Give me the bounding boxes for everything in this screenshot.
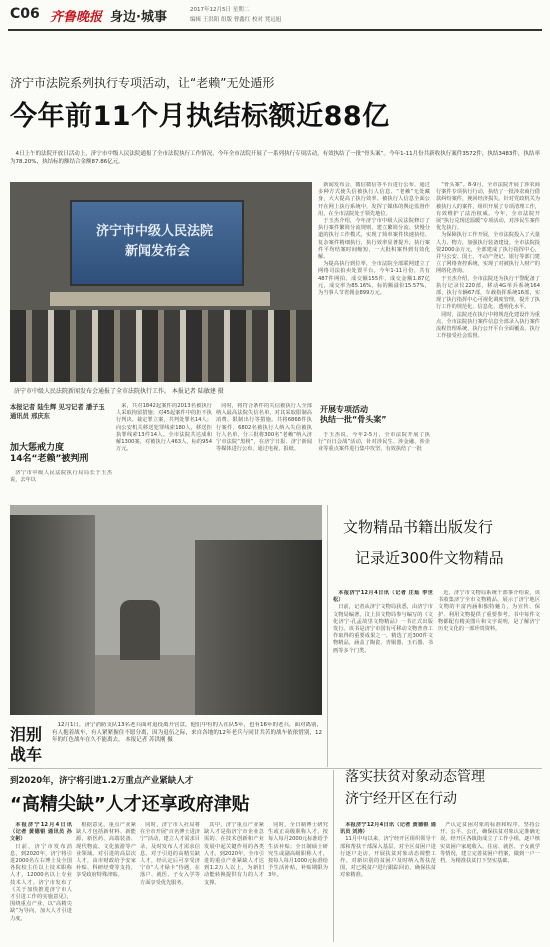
article-col-5: [318, 432, 430, 500]
col6-text-b: 为保障执行工作开展，全市法院投入了大量人力、物力，加强执行装备建设。全市法院投资2000余万元，全部建成了执行指挥中心，并与公安、国土、不动产登记、银行等部门建立了网络查控系统，实现了对被执行人财产的网络化查询。: [436, 232, 540, 275]
fire-truck-photo: [10, 505, 322, 715]
article3-col1-text: 日前，济宁市发布消息，到2020年，济宁将引进2000名左右博士及全国各院校主任以上技术职称人才，12000名以上专业技术人才。济宁市发布了《关于加快推进济宁市人才引进工作的实施意见》，围绕重点产业，以“高精尖缺”为导向，加大人才引进力度。: [10, 843, 72, 922]
article2-col1-text: 日前，记者从济宁文物局获悉，由济宁市文物局编著，汶上县文物局参与编写的《文化济宁·孔孟故里文物精品》一书正式出版发行。该书是济宁市国有可移动文物普查工作取得的重要成果之一，精选了近300件文物精品，涵盖了陶瓷、青铜器、玉石器、书画等多个门类。: [333, 604, 433, 654]
article3-kicker: 到2020年，济宁将引进1.2万重点产业紧缺人才: [10, 776, 194, 786]
article-col-4: [318, 182, 430, 382]
photo2-caption-text: 12月1日，济宁消防支队13名老兵面对退役离开营盘，他们中有的人在队5年，也有16年的老兵，面对离别，有人抱着战车，有人紧紧握住不愿分离，因为退伍之际，来自各地的12年老兵与同甘共苦的战车依依惜别，12年的红色战车在久不能离去。 本报记者 苏洪刚 摄: [52, 722, 322, 744]
article4-col-1: [340, 822, 436, 942]
article2-col2-text: 近，济宁市文物局系统干部事介绍说，该书收集济宁全市文物精品，展示了济宁地区文物的丰富内涵和独特魅力，为宣传、保护、利用文物提供了重要参考。书中每件文物都配有精美图片和文字说明，是了解济宁历史文化的一部珍贵资料。: [438, 590, 540, 633]
audience-rows: [10, 310, 312, 382]
photo2-title-1: 泪别: [10, 725, 43, 744]
article3-col-3: [140, 822, 200, 942]
col6-text-d: 同时，法院还在执行中将规范化建设作为重点，全市法院执行案件信息全部录入执行案件流程管理系统，执行公开平台全面覆盖，执行工作接受社会监督。: [436, 311, 540, 340]
photo2-caption: [52, 722, 322, 762]
article4-col2-text: 严认定贫困对象的标准和程序，坚持公开、公平、公正，确保扶贫对象认定准确无误。经开区各镇街成立了工作小组，逐户核实贫困户家庭收入、住房、就医、子女就学等情况，建立完善贫困户档案，做到一户一档，为精准扶贫打下坚实基础。: [440, 822, 540, 865]
col2-text: 来，共对1842起案件的2013名被执行人采取拘留措施；对45起案件中的拒不执行判决、裁定罪立案，共判处罪名14人；向公安机关移送犯罪线索180人，移送拒执罪线索13件14人。全市法院共达成和解1300案，对被执行人463人，标的954万元。: [116, 403, 212, 453]
article3-col5-text: 同时，全日制博士研究生或正高级职称人才，按每人每月2000元标准给予生活补贴；全日制硕士研究生或副高级职称人才，按每人每月1000元标准给予生活补贴，补贴期限为3年。: [268, 822, 328, 879]
col1-text: 济宁市中级人民法院执行局局长于玉杰说，去年以: [10, 470, 112, 484]
article-col-1: [10, 470, 112, 500]
article4-col1-text: 11月中旬以来，济宁经开区组织领导干部和帮扶干部深入基层，对全区贫困户进行逐户走访，开展扶贫对象动态调整工作。对新识别的贫困户及时纳入帮扶范围，对已脱贫户进行跟踪回访，确保扶贫对象精准。: [340, 836, 436, 879]
col5-text: 于玉杰说，今年2-5月，全市法院开展了执行“百日会战”活动，针对涉民生、涉金融、涉企业等重点案件进行集中攻坚，有效执结了一批: [318, 432, 430, 453]
ground: [95, 655, 195, 715]
press-conference-photo: [10, 182, 312, 382]
screen-title-line2: 新闻发布会: [125, 244, 191, 259]
issue-date: 2017年12月5日 星期二: [190, 7, 250, 13]
editorial-staff: 编辑 王洪阳 组版 曹鑫红 校对 凳远旭: [190, 17, 282, 23]
truck-left: [10, 515, 95, 715]
col4-text-c: 为提高执行到位率，全市法院全部联网建立了网络司法拍卖处置平台。今年1-11月份，共有487件网拍、成交额155件，成交金额1.87亿元，成交率为85.16%，标的额溢价15.57%，为当事人节省佣金899万元。: [318, 261, 430, 297]
col4-text-b: 于玉杰介绍，今年济宁市中级人民法院修订了执行案件繁简分流规则，建立繁简分流、快慢分道的执行工作模式，实现了简单案件快速执结、复杂案件精细执行，执行效率显著提升。执行案件平均结案时间缩短，一大批积案得到有效化解。: [318, 218, 430, 261]
article2-col-1: [333, 590, 433, 760]
col6-text-c: 于玉杰介绍，全市法院还为执行干警配备了执行记录仪220部，移动4G单兵系统164部，执行车辆67部，车载指挥系统16部，实现了执行指挥中心可视化调度管理，提升了执行工作的规范化、信息化、透明化水平。: [436, 275, 540, 311]
article-col-3: [216, 403, 312, 500]
soldiers: [120, 600, 160, 660]
header-rule: [8, 29, 542, 31]
truck-right: [195, 540, 322, 715]
article3-title: “高精尖缺”人才还享政府津贴: [10, 794, 250, 815]
divider-vertical: [327, 505, 328, 767]
paper-logo: 齐鲁晚报: [50, 10, 103, 25]
lead-text: 4日上午的法院开放日活动上，济宁市中级人民法院通报了全市法院执行工作情况，今年全市法院开展了一系列执行专项活动，有效执结了一批“骨头案”。今年1-11月份共新收执行案件3572件，执结3483件，执结率为78.20%，执结标的额结合金额87.86亿元。: [10, 151, 540, 165]
subhead-penalty: 加大惩戒力度 14名“老赖”被判刑: [10, 443, 89, 464]
lead-paragraph: [10, 150, 540, 180]
col4-text-a: 新闻发布会、微信微信等平台进行公布，通过多种方式使失信被执行人信息、“老赖”无处藏身，大大提高了执行效率。被执行人信息全面公开在网上执行系统中，发挥了媒体的舆论监督作用，在全市法院处于领先地位。: [318, 182, 430, 217]
article3-col3-text: 同时，济宁市人社局将在全市开展“百名博士进济宁”活动，建立人才需求目录，及时发布人才需求信息。对于引进的高精尖缺人才，经认定后可享受济宁市“人才绿卡”待遇，在落户、就医、子女入学等方面享受优先服务。: [140, 822, 200, 886]
main-headline: 今年前11个月执结标额近88亿: [10, 101, 390, 132]
screen-title-line1: 济宁市中级人民法院: [96, 224, 214, 239]
article4-byline: 本报济宁12月4日讯（记者 黄德银 通讯员 刘涛）: [340, 822, 436, 836]
article2-title-2: 记录近300件文物精品: [355, 549, 504, 567]
col6-text-a: “骨头案”。8-9月，全市法院开展了涉农商行案件专项执行行动，执结了一批涉农商行借款纠纷案件，挽回经济损失。针对党政机关为被执行人的案件，组织开展了专项清理工作，有效维护了法治权威。今年，全市法院开展“执行兑现送温暖”专项活动，对涉民生案件优先执行。: [436, 182, 540, 232]
article4-col-2: [440, 822, 540, 942]
photo1-caption: 济宁市中级人民法院新闻发布会通报了全市法院执行工作。 本报记者 陆敏建 摄: [14, 388, 224, 395]
article2-title-1: 文物精品书籍出版发行: [343, 518, 494, 536]
article3-col-5: [268, 822, 328, 942]
article3-byline: 本报济宁12月4日讯（记者 黄德银 通讯员 孙文彬）: [10, 822, 72, 843]
col3-text: 同时，将符合条件的失信被执行人全部纳入最高法院失信名单，对其采取限制高消费、限制出行等措施。共将6868件执行案件、6802名被执行人纳入失信被执行人名单，分三批将300名“老赖”纳入济宁市法院“黑榜”，在济宁日报、济宁新闻等媒体进行公布，通过电视、报纸、: [216, 403, 312, 453]
article3-col4-text: 其中，济宁重点产业紧缺人才是指济宁市企业急需的、在技术创新和产业发展中起关键作用的各类人才。到2020年，全市引进的重点产业紧缺人才达到1.2万人以上，为新旧动能转换提供有力的人才支撑。: [204, 822, 264, 886]
article4-title-2: 济宁经开区在行动: [345, 791, 457, 807]
main-kicker: 济宁市法院系列执行专项活动，让“老赖”无处遁形: [10, 76, 275, 90]
article2-byline: 本报济宁12月4日讯（记者 庄灿 李世松）: [333, 590, 433, 604]
article2-col-2: [438, 590, 540, 760]
subhead-special-action: 开展专项活动 执结一批“骨头案”: [320, 405, 387, 424]
article-col-6: [436, 182, 540, 500]
podium-table: [50, 292, 270, 306]
photo2-title-2: 战车: [10, 745, 43, 764]
article3-col-4: [204, 822, 264, 942]
article4-title-1: 落实扶贫对象动态管理: [345, 769, 485, 785]
divider-article4: [333, 770, 334, 942]
article3-col2-text: 根据意见，重点产业紧缺人才包括新材料、新能源、新医药、高端装备、现代物流、文化旅游等产业领域。对引进的高层次人才，由市财政给予安家补贴、科研经费等支持，享受政府特殊津贴。: [76, 822, 136, 879]
section-name: 身边·城事: [110, 10, 167, 25]
article-col-2: [116, 403, 212, 500]
reporter-credit: 本报记者 陆生辉 见习记者 潘子玉 通讯员 邢庆东: [10, 404, 105, 420]
article3-col-1: [10, 822, 72, 942]
page-number: C06: [10, 6, 40, 22]
article3-col-2: [76, 822, 136, 942]
